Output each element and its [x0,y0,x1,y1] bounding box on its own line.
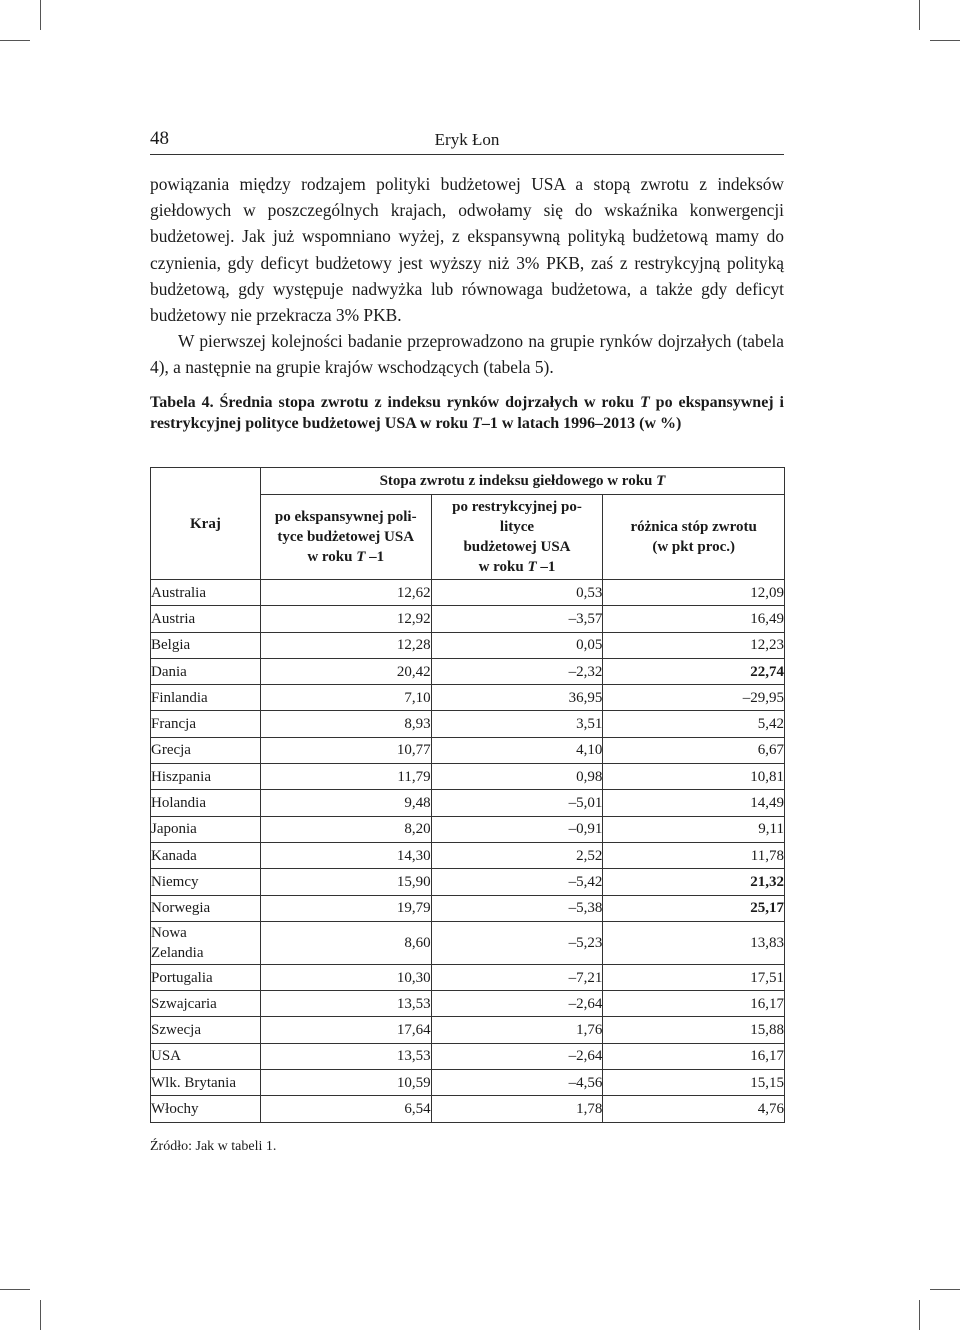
expansive-cell: 9,48 [260,790,431,816]
crop-mark [930,1289,960,1290]
restrictive-cell: –2,64 [431,1043,603,1069]
restrictive-cell: –4,56 [431,1070,603,1096]
country-cell: Norwegia [151,895,261,921]
table-row [151,991,785,1017]
restrictive-cell: 4,10 [431,737,603,763]
difference-cell: 5,42 [603,711,785,737]
table-row [151,1070,785,1096]
restrictive-cell: 0,53 [431,580,603,606]
expansive-cell: 6,54 [260,1096,431,1122]
paragraph: powiązania między rodzajem polityki budżetowej USA a stopą zwrotu z indeksów giełdowych w poszczególnych krajach, odwołamy się do wskaźnika konwergencji budżetowej. Jak już wspomniano wyżej, z ekspansywną polityką budżetową mamy do czynienia, gdy deficyt budżetowy jest wyższy niż 3% PKB, zaś z restrykcyjną polityką budżetową, gdy występuje nadwyżka lub równowaga budżetowa, a także gdy deficyt budżetowy nie przekracza 3% PKB. [150,174,784,326]
restrictive-cell: –3,57 [431,606,603,632]
expansive-cell: 11,79 [260,764,431,790]
table-row [151,964,785,990]
table-row [151,632,785,658]
country-cell: Szwajcaria [151,991,261,1017]
header-difference: różnica stóp zwrotu (w pkt proc.) [603,495,785,580]
country-cell: Szwecja [151,1017,261,1043]
country-cell: Japonia [151,816,261,842]
country-cell: Australia [151,580,261,606]
expansive-cell: 7,10 [260,685,431,711]
difference-cell: 13,83 [603,921,785,964]
difference-cell: 6,67 [603,737,785,763]
expansive-cell: 13,53 [260,991,431,1017]
page-header [150,128,784,155]
expansive-cell: 8,93 [260,711,431,737]
difference-cell: 12,23 [603,632,785,658]
expansive-cell: 10,77 [260,737,431,763]
restrictive-cell: –5,23 [431,921,603,964]
table-row [151,737,785,763]
difference-cell: 16,17 [603,991,785,1017]
difference-cell: 21,32 [603,869,785,895]
crop-mark [0,40,30,41]
table-row [151,816,785,842]
restrictive-cell: 3,51 [431,711,603,737]
table-label: Tabela 4. [150,394,214,411]
restrictive-cell: 0,05 [431,632,603,658]
crop-mark [919,0,920,30]
expansive-cell: 15,90 [260,869,431,895]
expansive-cell: 20,42 [260,658,431,684]
difference-cell: 4,76 [603,1096,785,1122]
country-cell: Austria [151,606,261,632]
table-row [151,606,785,632]
table-row [151,580,785,606]
running-head: Eryk Łon [434,130,500,149]
restrictive-cell: 0,98 [431,764,603,790]
country-cell: Dania [151,658,261,684]
crop-mark [930,40,960,41]
crop-mark [40,0,41,30]
difference-cell: 22,74 [603,658,785,684]
table-row [151,711,785,737]
expansive-cell: 10,30 [260,964,431,990]
expansive-cell: 10,59 [260,1070,431,1096]
country-cell: Grecja [151,737,261,763]
header-group: Stopa zwrotu z indeksu giełdowego w roku T [260,468,784,495]
crop-mark [40,1300,41,1330]
difference-cell: 16,49 [603,606,785,632]
difference-cell: 16,17 [603,1043,785,1069]
country-cell: USA [151,1043,261,1069]
difference-cell: 17,51 [603,964,785,990]
table-row [151,1043,785,1069]
restrictive-cell: –2,64 [431,991,603,1017]
difference-cell: 14,49 [603,790,785,816]
country-cell: Wlk. Brytania [151,1070,261,1096]
paragraph: W pierwszej kolejności badanie przeprowadzono na grupie rynków dojrzałych (tabela 4), a następnie na grupie krajów wschodzących (tabela 5). [150,331,784,378]
expansive-cell: 19,79 [260,895,431,921]
source-note: Źródło: Jak w tabeli 1. [150,1139,277,1154]
table-row [151,842,785,868]
difference-cell: 15,15 [603,1070,785,1096]
difference-cell: 10,81 [603,764,785,790]
country-cell: Włochy [151,1096,261,1122]
expansive-cell: 13,53 [260,1043,431,1069]
table-row [151,685,785,711]
restrictive-cell: –0,91 [431,816,603,842]
header-restrictive: po restrykcyjnej po- lityce budżetowej USA w roku T –1 [431,495,603,580]
restrictive-cell: –5,42 [431,869,603,895]
table-row [151,790,785,816]
country-cell: Kanada [151,842,261,868]
crop-mark [0,1289,30,1290]
data-table [150,467,785,1123]
restrictive-cell: 1,76 [431,1017,603,1043]
table-caption: Tabela 4. Średnia stopa zwrotu z indeksu rynków dojrzałych w roku T po ekspansywnej i restrykcyjnej polityce budżetowej USA w roku T–1 w latach 1996–2013 (w %) [150,394,784,432]
table-row [151,1017,785,1043]
restrictive-cell: –5,38 [431,895,603,921]
difference-cell: –29,95 [603,685,785,711]
restrictive-cell: –7,21 [431,964,603,990]
country-cell: Francja [151,711,261,737]
country-cell: Finlandia [151,685,261,711]
expansive-cell: 8,60 [260,921,431,964]
country-cell: Belgia [151,632,261,658]
restrictive-cell: –5,01 [431,790,603,816]
table-row [151,869,785,895]
country-cell: Hiszpania [151,764,261,790]
expansive-cell: 14,30 [260,842,431,868]
difference-cell: 12,09 [603,580,785,606]
country-cell: Niemcy [151,869,261,895]
restrictive-cell: –2,32 [431,658,603,684]
table-row [151,921,785,964]
table-row [151,895,785,921]
expansive-cell: 8,20 [260,816,431,842]
difference-cell: 9,11 [603,816,785,842]
restrictive-cell: 2,52 [431,842,603,868]
table-row [151,658,785,684]
header-country: Kraj [151,468,261,580]
difference-cell: 15,88 [603,1017,785,1043]
expansive-cell: 12,92 [260,606,431,632]
restrictive-cell: 36,95 [431,685,603,711]
country-cell: Nowa Zelandia [151,921,261,964]
expansive-cell: 12,28 [260,632,431,658]
country-cell: Portugalia [151,964,261,990]
table-row [151,764,785,790]
restrictive-cell: 1,78 [431,1096,603,1122]
body-text [150,171,784,381]
expansive-cell: 17,64 [260,1017,431,1043]
difference-cell: 25,17 [603,895,785,921]
difference-cell: 11,78 [603,842,785,868]
crop-mark [919,1300,920,1330]
country-cell: Holandia [151,790,261,816]
expansive-cell: 12,62 [260,580,431,606]
header-expansive: po ekspansywnej poli- tyce budżetowej USA w roku T –1 [260,495,431,580]
page-number: 48 [150,128,169,149]
table-row [151,1096,785,1122]
